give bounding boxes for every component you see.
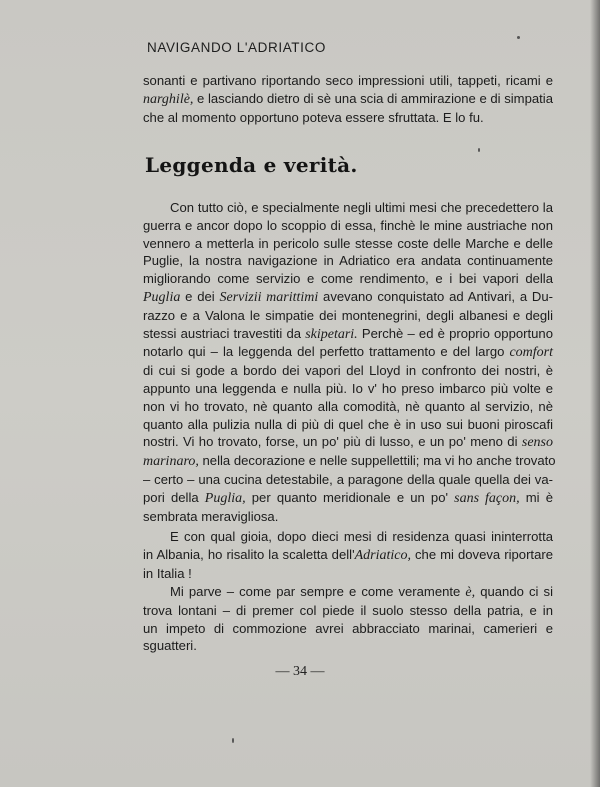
text-run: razzo e a Valona le simpatie dei montenegrini, degli albanesi e degli bbox=[143, 307, 553, 323]
text-line bbox=[143, 343, 553, 362]
text-line bbox=[143, 307, 553, 325]
text-run: avevano conquistato ad Antivari, a Du- bbox=[318, 288, 553, 304]
text-line bbox=[143, 398, 553, 416]
text-run: che mi doveva riportare bbox=[410, 546, 553, 562]
italic-run: senso bbox=[521, 435, 553, 451]
text-line bbox=[143, 528, 553, 546]
text-line bbox=[143, 546, 553, 565]
text-run: Con tutto ciò, e specialmente negli ultimi mesi che precedettero la bbox=[170, 200, 553, 215]
text-run: di cui si gode a bordo dei vapori del Lloyd in confronto dei nostri, è bbox=[143, 363, 553, 379]
text-run: nella decorazione e nelle suppellettili; ma vi ho anche trovato bbox=[198, 453, 556, 469]
text-line bbox=[143, 325, 553, 344]
text-line bbox=[143, 602, 553, 620]
text-run: quanto alla pulizia nulla di più di quel che è in uso sui buoni piroscafi bbox=[143, 416, 553, 432]
text-line bbox=[143, 637, 553, 655]
paragraph-2 bbox=[143, 528, 553, 582]
italic-run: è, bbox=[465, 585, 476, 600]
text-run: migliorando come servizio e come rendimento, e i bei vapori della bbox=[143, 271, 553, 287]
text-line bbox=[143, 109, 553, 127]
text-line bbox=[143, 508, 553, 526]
paragraph-1 bbox=[143, 199, 556, 525]
text-run: sguatteri. bbox=[143, 638, 197, 654]
text-run: notarlo qui – la leggenda del perfetto trattamento e del largo bbox=[143, 344, 510, 360]
italic-run: marinaro, bbox=[143, 454, 199, 470]
text-run: trova lontani – di premer col piede il suolo stesso della patria, e in bbox=[143, 602, 553, 618]
text-run: per quanto meridionale e un po' bbox=[245, 489, 455, 505]
text-line bbox=[143, 416, 553, 434]
text-line bbox=[143, 471, 553, 489]
text-run: E con qual gioia, dopo dieci mesi di residenza quasi ininterrotta bbox=[170, 529, 553, 544]
text-run: un impeto di commozione avrei abbracciato marinai, camerieri e bbox=[143, 620, 553, 636]
text-run: vennero a metterla in pericolo sulle stesse coste delle Marche e delle bbox=[143, 235, 553, 251]
text-run: appunto una leggenda e nulla più. Io v' ho preso imbarco più volte e bbox=[143, 380, 553, 396]
text-run: stessi austriaci travestiti da bbox=[143, 325, 306, 341]
text-line bbox=[143, 489, 553, 508]
text-run: in Albania, ho risalito la scaletta dell' bbox=[143, 546, 355, 562]
text-line bbox=[143, 199, 553, 217]
italic-run: Servizii marittimi bbox=[219, 289, 319, 305]
page-number: — 34 — bbox=[275, 664, 325, 679]
paper-speck bbox=[232, 738, 234, 743]
text-line bbox=[143, 565, 553, 583]
text-run: non vi ho trovato, nè quanto alla comodità, nè quanto al servizio, nè bbox=[143, 398, 553, 414]
italic-run: skipetari. bbox=[305, 326, 358, 342]
text-run: e dei bbox=[180, 288, 220, 304]
italic-run: Puglia, bbox=[204, 490, 246, 506]
text-run: guerra e ancor dopo lo scoppio di essa, finchè le mine austriache non bbox=[143, 217, 553, 233]
text-run: pori della bbox=[143, 489, 205, 505]
paper-speck bbox=[517, 36, 520, 39]
text-run: in Italia ! bbox=[143, 565, 192, 581]
text-line bbox=[143, 72, 553, 90]
text-line bbox=[143, 217, 553, 235]
text-line bbox=[143, 362, 553, 380]
text-run: sembrata meravigliosa. bbox=[143, 508, 279, 524]
text-run: Puglie, la nostra navigazione in Adriatico era andata continuamente bbox=[143, 253, 553, 269]
text-run: che al momento opportuno poteva essere sfruttata. E lo fu. bbox=[143, 109, 484, 125]
italic-run: comfort bbox=[509, 345, 553, 361]
italic-run: Adriatico, bbox=[354, 547, 411, 563]
text-run: sonanti e partivano riportando seco impressioni utili, tappeti, ricami e bbox=[143, 73, 553, 88]
text-line bbox=[143, 452, 556, 471]
text-run: nostri. Vi ho trovato, forse, un po' più di lusso, e un po' meno di bbox=[143, 434, 522, 450]
text-run: Perchè – ed è proprio opportuno bbox=[357, 325, 553, 341]
text-run: mi è bbox=[519, 489, 554, 505]
text-line bbox=[143, 270, 553, 288]
text-line bbox=[143, 433, 553, 452]
text-run: quando ci si bbox=[475, 584, 553, 599]
running-head: NAVIGANDO L'ADRIATICO bbox=[147, 40, 326, 55]
text-line bbox=[143, 380, 553, 398]
text-line bbox=[143, 252, 553, 270]
section-heading: Leggenda e verità. bbox=[145, 153, 358, 177]
text-line bbox=[143, 90, 553, 109]
text-run: e lasciando dietro di sè una scia di ammirazione e di simpatia bbox=[193, 90, 553, 106]
text-line bbox=[143, 583, 553, 602]
text-line bbox=[143, 288, 553, 307]
paper-speck bbox=[478, 148, 480, 152]
text-line bbox=[143, 620, 553, 638]
text-run: – certo – una cucina detestabile, a paragone della quale quella dei va- bbox=[143, 471, 553, 487]
text-run: Mi parve – come par sempre e come veramente bbox=[170, 584, 466, 599]
text-line bbox=[143, 235, 553, 253]
paragraph-continued bbox=[143, 72, 553, 126]
paragraph-3 bbox=[143, 583, 553, 655]
italic-run: narghilè, bbox=[143, 91, 194, 107]
italic-run: sans façon, bbox=[454, 490, 520, 506]
italic-run: Puglia bbox=[143, 289, 181, 305]
